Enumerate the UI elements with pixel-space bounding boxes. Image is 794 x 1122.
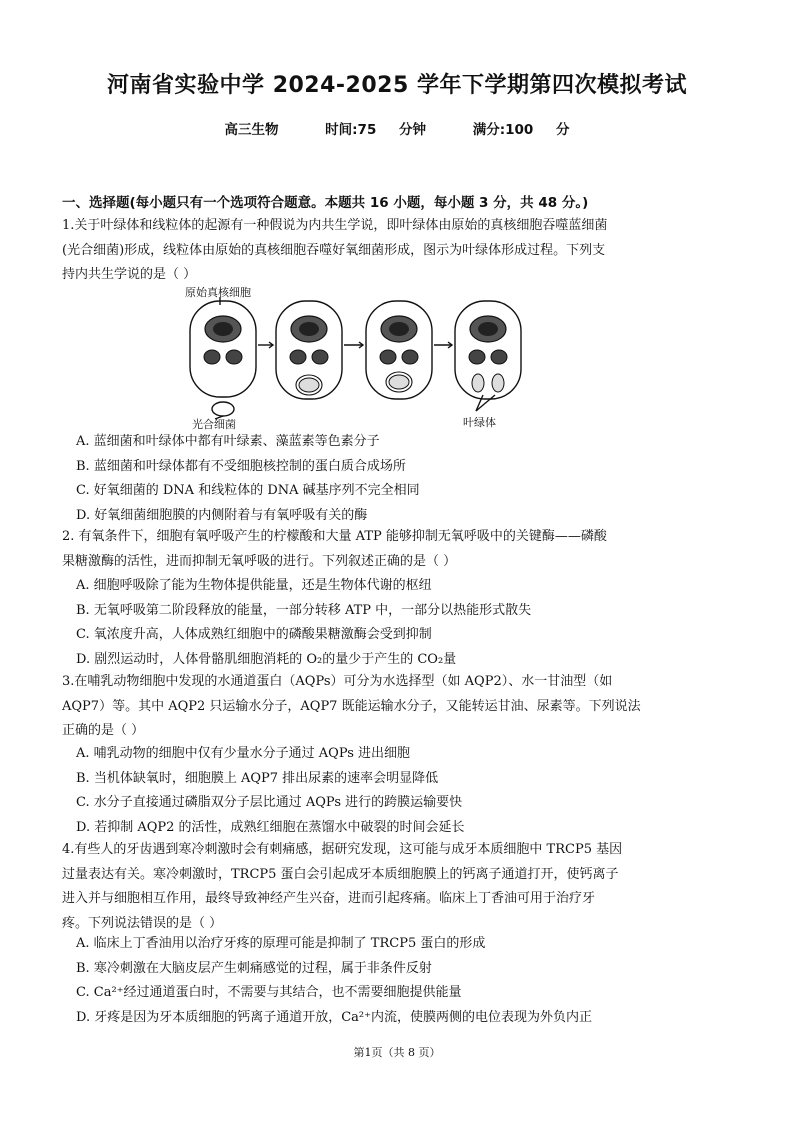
option-b[interactable]: B. 蓝细菌和叶绿体都有不受细胞核控制的蛋白质合成场所	[76, 458, 406, 474]
question-1-stem	[62, 214, 742, 288]
question-3-stem	[62, 670, 742, 744]
question-stem-line: 4.有些人的牙齿遇到寒冷刺激时会有刺痛感，据研究发现，这可能与成牙本质细胞中 TRCP5 基因	[62, 842, 623, 857]
option-a[interactable]: A. 细胞呼吸除了能为生物体提供能量，还是生物体代谢的枢纽	[76, 578, 432, 593]
question-stem-line: (光合细菌)形成，线粒体由原始的真核细胞吞噬好氧细菌形成，图示为叶绿体形成过程。下列支	[62, 242, 606, 258]
cell-shape	[190, 301, 256, 397]
question-stem-line: 正确的是（ ）	[62, 723, 145, 738]
time-label: 时间:75 分钟	[325, 122, 427, 138]
option-b[interactable]: B. 当机体缺氧时，细胞膜上 AQP7 排出尿素的速率会明显降低	[76, 770, 439, 786]
question-stem-line: 进入并与细胞相互作用，最终导致神经产生兴奋，进而引起疼痛。临床上丁香油可用于治疗牙	[62, 891, 596, 906]
question-2-stem	[62, 525, 742, 574]
question-4-stem	[62, 838, 742, 936]
option-d[interactable]: D. 好氧细菌细胞膜的内侧附着与有氧呼吸有关的酶	[76, 507, 368, 523]
question-stem-line: AQP7）等。其中 AQP2 只运输水分子，AQP7 既能运输水分子，又能转运甘油、尿素等。下列说法	[62, 698, 641, 714]
section-title: 一、选择题(每小题只有一个选项符合题意。本题共 16 小题，每小题 3 分，共 48 分。)	[62, 195, 589, 211]
score-label: 满分:100 分	[472, 122, 570, 138]
question-stem-line: 持内共生学说的是（ ）	[62, 267, 197, 282]
option-b[interactable]: B. 无氧呼吸第二阶段释放的能量，一部分转移 ATP 中，一部分以热能形式散失	[76, 602, 532, 618]
label-chloroplast: 叶绿体	[463, 416, 496, 429]
label-primitive-eukaryote: 原始真核细胞	[185, 286, 251, 299]
exam-title: 河南省实验中学 2024-2025 学年下学期第四次模拟考试	[107, 73, 687, 98]
question-stem-line: 疼。下列说法错误的是（ ）	[62, 915, 223, 931]
option-b[interactable]: B. 寒冷刺激在大脑皮层产生刺痛感觉的过程，属于非条件反射	[76, 960, 432, 976]
question-stem-line: 过量表达有关。寒冷刺激时，TRCP5 蛋白会引起成牙本质细胞膜上的钙离子通道打开，使钙离子	[62, 866, 619, 882]
option-a[interactable]: A. 蓝细菌和叶绿体中都有叶绿素、藻蓝素等色素分子	[76, 434, 380, 449]
option-d[interactable]: D. 剧烈运动时，人体骨骼肌细胞消耗的 O₂的量少于产生的 CO₂量	[76, 651, 457, 667]
question-1-options	[76, 430, 746, 528]
question-stem-line: 1.关于叶绿体和线粒体的起源有一种假说为内共生学说，即叶绿体由原始的真核细胞吞噬蓝细菌	[62, 218, 608, 233]
subject-label: 高三生物	[224, 122, 279, 138]
page-footer: 第1页（共 8 页）	[353, 1046, 441, 1059]
question-stem-line: 果糖激酶的活性，进而抑制无氧呼吸的进行。下列叙述正确的是（ ）	[62, 553, 457, 569]
question-2-options	[76, 574, 746, 672]
question-4-options	[76, 932, 746, 1030]
question-stem-line: 3.在哺乳动物细胞中发现的水通道蛋白（AQPs）可分为水选择型（如 AQP2）、水一甘油型（如	[62, 674, 613, 689]
option-d[interactable]: D. 若抑制 AQP2 的活性，成熟红细胞在蒸馏水中破裂的时间会延长	[76, 819, 465, 835]
label-photosynthetic-bacteria: 光合细菌	[192, 418, 236, 430]
option-c[interactable]: C. Ca²⁺经过通道蛋白时，不需要与其结合，也不需要细胞提供能量	[76, 985, 462, 1000]
option-d[interactable]: D. 牙疼是因为牙本质细胞的钙离子通道开放，Ca²⁺内流，使膜两侧的电位表现为外负内正	[76, 1009, 592, 1025]
exam-info	[0, 118, 794, 138]
chloroplast-endosymbiosis-diagram	[180, 285, 540, 430]
option-c[interactable]: C. 氧浓度升高，人体成熟红细胞中的磷酸果糖激酶会受到抑制	[76, 627, 432, 642]
question-3-options	[76, 742, 746, 840]
option-a[interactable]: A. 哺乳动物的细胞中仅有少量水分子通过 AQPs 进出细胞	[76, 746, 411, 761]
question-stem-line: 2. 有氧条件下，细胞有氧呼吸产生的柠檬酸和大量 ATP 能够抑制无氧呼吸中的关键酶——磷酸	[62, 529, 607, 544]
option-c[interactable]: C. 水分子直接通过磷脂双分子层比通过 AQPs 进行的跨膜运输要快	[76, 795, 463, 810]
option-a[interactable]: A. 临床上丁香油用以治疗牙疼的原理可能是抑制了 TRCP5 蛋白的形成	[76, 936, 486, 951]
option-c[interactable]: C. 好氧细菌的 DNA 和线粒体的 DNA 碱基序列不完全相同	[76, 483, 420, 498]
